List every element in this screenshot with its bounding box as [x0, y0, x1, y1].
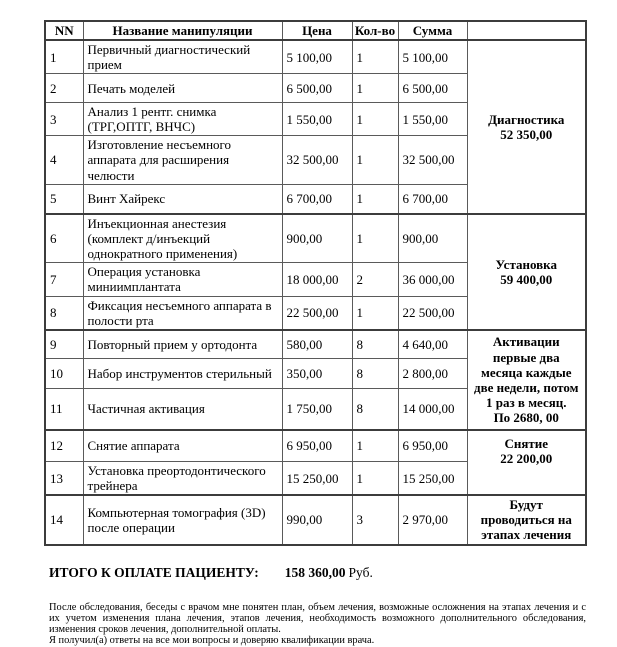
cell-nn: 5 — [45, 184, 83, 214]
col-header-group — [467, 21, 586, 40]
col-header-qty: Кол-во — [352, 21, 398, 40]
cell-price: 5 100,00 — [282, 40, 352, 74]
cell-name: Фиксация несъемного аппарата в полости рта — [83, 296, 282, 330]
cell-qty: 8 — [352, 359, 398, 389]
group-cell-removal — [467, 430, 586, 496]
cell-price: 15 250,00 — [282, 462, 352, 496]
cell-nn: 1 — [45, 40, 83, 74]
cell-price: 18 000,00 — [282, 263, 352, 296]
consent-paragraph: После обследования, беседы с врачом мне понятен план, объем лечения, возможные осложнения на этапах лечения и с их учетом изменения плана лечения, этапов лечения, необходимость возможного дополнительного обследования, изменения сроков лечения, дополнительной оплаты. — [49, 601, 586, 636]
cell-qty: 1 — [352, 40, 398, 74]
group-label: Диагностика — [488, 112, 565, 128]
cell-sum: 6 700,00 — [398, 184, 467, 214]
cell-qty: 1 — [352, 136, 398, 184]
cell-price: 350,00 — [282, 359, 352, 389]
table-row — [45, 214, 586, 263]
cell-name: Печать моделей — [83, 74, 282, 103]
cell-nn: 12 — [45, 430, 83, 462]
cell-name: Первичный диагностический прием — [83, 40, 282, 74]
cell-sum: 22 500,00 — [398, 296, 467, 330]
cell-nn: 11 — [45, 389, 83, 430]
cell-sum: 2 800,00 — [398, 359, 467, 389]
cell-sum: 15 250,00 — [398, 462, 467, 496]
cell-price: 900,00 — [282, 214, 352, 263]
total-currency: Руб. — [348, 564, 373, 580]
cell-qty: 1 — [352, 430, 398, 462]
group-cell-installation — [467, 214, 586, 330]
group-amount: 22 200,00 — [500, 450, 553, 466]
consent-text — [49, 602, 586, 647]
group-label: Активации первые два месяца каждые две недели, потом 1 раз в месяц. — [474, 334, 579, 410]
cell-price: 990,00 — [282, 495, 352, 544]
cell-nn: 4 — [45, 136, 83, 184]
cell-price: 1 750,00 — [282, 389, 352, 430]
cell-nn: 7 — [45, 263, 83, 296]
cell-sum: 2 970,00 — [398, 495, 467, 544]
cell-price: 6 500,00 — [282, 74, 352, 103]
cell-qty: 1 — [352, 184, 398, 214]
cell-sum: 900,00 — [398, 214, 467, 263]
group-amount: 59 400,00 — [500, 271, 553, 287]
consent-confirmation: Я получил(а) ответы на все мои вопросы и доверяю квалификации врача. — [49, 635, 375, 647]
group-label: Снятие — [504, 435, 549, 451]
cell-qty: 8 — [352, 330, 398, 359]
cell-name: Установка преортодонтического трейнера — [83, 462, 282, 496]
cell-price: 1 550,00 — [282, 103, 352, 136]
group-cell-activations — [467, 330, 586, 430]
cell-qty: 1 — [352, 296, 398, 330]
cell-name: Изготовление несъемного аппарата для расширения челюсти — [83, 136, 282, 184]
cell-qty: 1 — [352, 462, 398, 496]
cell-nn: 14 — [45, 495, 83, 544]
cell-price: 22 500,00 — [282, 296, 352, 330]
cell-sum: 4 640,00 — [398, 330, 467, 359]
cell-name: Операция установка миниимплантата — [83, 263, 282, 296]
group-amount: По 2680, 00 — [493, 409, 559, 425]
cell-nn: 3 — [45, 103, 83, 136]
cell-nn: 6 — [45, 214, 83, 263]
cell-qty: 1 — [352, 214, 398, 263]
cell-sum: 6 500,00 — [398, 74, 467, 103]
table-row — [45, 495, 586, 544]
cell-name: Повторный прием у ортодонта — [83, 330, 282, 359]
group-amount: 52 350,00 — [500, 127, 553, 143]
cell-name: Инъекционная анестезия (комплект д/инъекций однократного применения) — [83, 214, 282, 263]
cell-sum: 5 100,00 — [398, 40, 467, 74]
cell-qty: 8 — [352, 389, 398, 430]
cell-sum: 6 950,00 — [398, 430, 467, 462]
group-label: Установка — [495, 256, 557, 272]
total-line — [49, 565, 617, 581]
cell-sum: 1 550,00 — [398, 103, 467, 136]
cell-nn: 10 — [45, 359, 83, 389]
cell-name: Набор инструментов стерильный — [83, 359, 282, 389]
cell-nn: 8 — [45, 296, 83, 330]
cell-nn: 2 — [45, 74, 83, 103]
cell-nn: 9 — [45, 330, 83, 359]
cell-qty: 1 — [352, 103, 398, 136]
cell-sum: 36 000,00 — [398, 263, 467, 296]
cell-sum: 14 000,00 — [398, 389, 467, 430]
cell-name: Анализ 1 рентг. снимка (ТРГ,ОПТГ, ВНЧС) — [83, 103, 282, 136]
table-row — [45, 430, 586, 462]
col-header-name: Название манипуляции — [83, 21, 282, 40]
group-cell-diagnostics — [467, 40, 586, 214]
cell-qty: 1 — [352, 74, 398, 103]
cell-price: 580,00 — [282, 330, 352, 359]
total-label: ИТОГО К ОПЛАТЕ ПАЦИЕНТУ: — [49, 564, 259, 580]
col-header-price: Цена — [282, 21, 352, 40]
col-header-sum: Сумма — [398, 21, 467, 40]
cell-price: 6 700,00 — [282, 184, 352, 214]
cell-name: Винт Хайрекс — [83, 184, 282, 214]
cell-sum: 32 500,00 — [398, 136, 467, 184]
cell-name: Частичная активация — [83, 389, 282, 430]
cell-price: 6 950,00 — [282, 430, 352, 462]
group-cell-stages — [467, 495, 586, 544]
cell-name: Снятие аппарата — [83, 430, 282, 462]
col-header-nn: NN — [45, 21, 83, 40]
cell-name: Компьютерная томография (3D) после операции — [83, 495, 282, 544]
price-table — [44, 20, 587, 546]
group-label: Будут проводиться на этапах лечения — [480, 497, 572, 543]
cell-nn: 13 — [45, 462, 83, 496]
table-row — [45, 40, 586, 74]
header-row — [45, 21, 586, 40]
table-row — [45, 330, 586, 359]
cell-qty: 3 — [352, 495, 398, 544]
cell-qty: 2 — [352, 263, 398, 296]
cell-price: 32 500,00 — [282, 136, 352, 184]
total-amount: 158 360,00 — [284, 564, 346, 580]
